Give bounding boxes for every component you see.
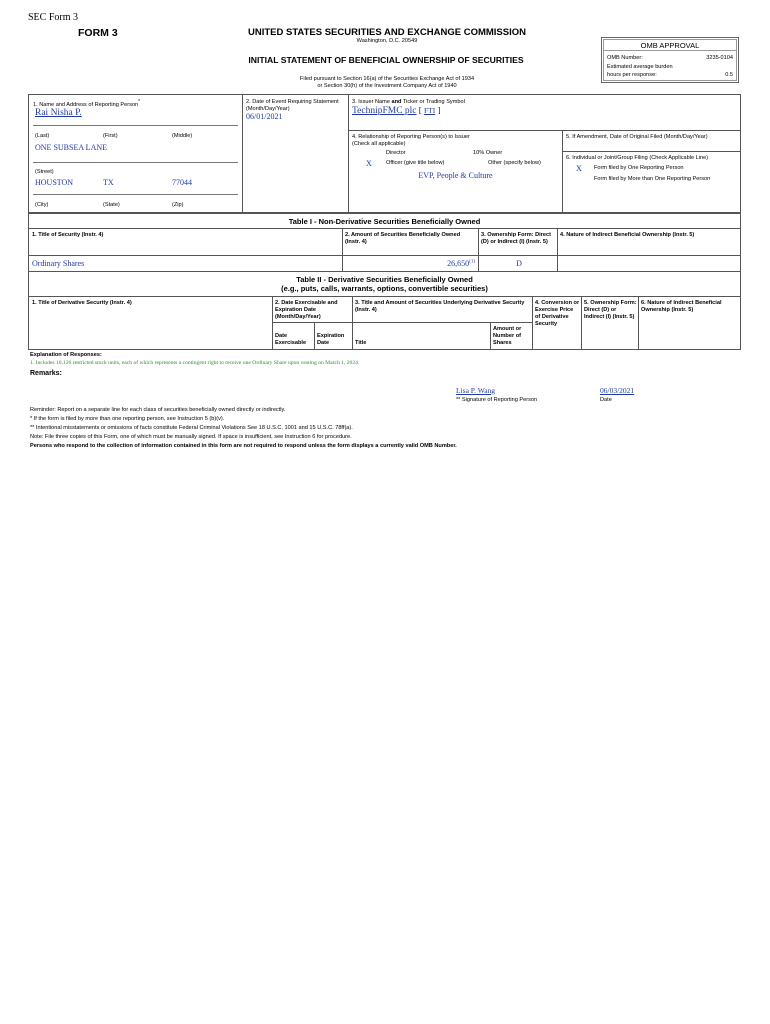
table-row: Ordinary Shares — [32, 259, 85, 268]
table1 — [28, 228, 741, 272]
table2 — [28, 296, 741, 350]
agency-location: Washington, D.C. 20549 — [356, 38, 418, 44]
table1-col1-header: 1. Title of Security (Instr. 4) — [32, 232, 104, 238]
filed-pursuant-2: or Section 30(h) of the Investment Company Act of 1940 — [317, 83, 457, 89]
table2-col4-header: 4. Conversion or Exercise Price of Derivative Security — [535, 300, 580, 327]
officer-option[interactable]: Officer (give title below) — [386, 160, 445, 166]
table2-date-exercisable-header: Date Exercisable — [275, 333, 307, 346]
omb-burden-label: Estimated average burden — [607, 64, 673, 70]
relationship-sublabel: (Check all applicable) — [352, 141, 406, 147]
relationship-box — [348, 130, 563, 213]
footer-copies-note: Note: File three copies of this Form, one of which must be manually signed. If space is insufficient, see Instruction 6 for procedure. — [30, 434, 352, 440]
table1-form-cell: D — [516, 259, 522, 268]
signature-date-label: Date — [600, 397, 612, 403]
omb-number-value: 3235-0104 — [706, 55, 733, 61]
signature-label: ** Signature of Reporting Person — [456, 397, 538, 403]
agency-title: UNITED STATES SECURITIES AND EXCHANGE COMMISSION — [248, 27, 526, 38]
table2-title-subheader: Title — [355, 340, 367, 346]
zip-label: (Zip) — [172, 202, 184, 208]
remarks-label: Remarks: — [30, 370, 62, 377]
footer-omb-notice: Persons who respond to the collection of information contained in this form are not required to respond unless the form displays a currently valid OMB Number. — [30, 443, 457, 449]
middle-label: (Middle) — [172, 133, 193, 139]
table1-title: Table I - Non-Derivative Securities Beneficially Owned — [288, 217, 481, 226]
reporting-state: TX — [103, 178, 114, 187]
reporting-zip: 77044 — [172, 178, 192, 187]
multiple-reporting-persons-option[interactable]: Form filed by More than One Reporting Person — [594, 176, 711, 182]
filing-type-box — [562, 151, 741, 213]
table2-subtitle: (e.g., puts, calls, warrants, options, convertible securities) — [281, 284, 488, 293]
director-option[interactable]: Director — [386, 150, 406, 156]
table2-col3-header: 3. Title and Amount of Securities Underlying Derivative Security (Instr. 4) — [355, 300, 525, 313]
one-reporting-person-option[interactable]: Form filed by One Reporting Person — [594, 165, 684, 171]
reporting-address: ONE SUBSEA LANE — [35, 143, 108, 152]
issuer-box — [348, 94, 741, 131]
table2-col2-header: 2. Date Exercisable and Expiration Date (Month/Day/Year) — [275, 300, 338, 320]
table1-amount-cell: 26,650$^{(1)}$ — [447, 259, 475, 268]
street-label: (Street) — [35, 169, 54, 175]
omb-hours-value: 0.5 — [725, 72, 733, 78]
explanation-label: Explanation of Responses: — [30, 352, 102, 358]
officer-title: EVP, People & Culture — [418, 171, 493, 180]
table1-col4-header: 4. Nature of Indirect Beneficial Ownership (Instr. 5) — [560, 232, 695, 238]
table2-title-box — [28, 271, 741, 297]
form-title: FORM 3 — [78, 27, 118, 39]
event-date-label: 2. Date of Event Requiring Statement (Month/Day/Year) — [246, 99, 339, 112]
last-label: (Last) — [35, 133, 50, 139]
omb-approval-box — [601, 37, 739, 83]
table2-col1-header: 1. Title of Derivative Security (Instr. 4) — [32, 300, 132, 306]
signature-date-link[interactable]: 06/03/2021 — [600, 386, 635, 395]
filing-type-label: 6. Individual or Joint/Group Filing (Check Applicable Line) — [566, 155, 709, 161]
table2-col5-header: 5. Ownership Form: Direct (D) or Indirect (I) (Instr. 5) — [584, 300, 637, 320]
ten-percent-owner-option[interactable]: 10% Owner — [473, 150, 503, 156]
footer-multiple-persons: * If the form is filed by more than one reporting person, see Instruction 5 (b)(v). — [30, 416, 225, 422]
city-label: (City) — [35, 202, 49, 208]
omb-title: OMB APPROVAL — [604, 40, 736, 51]
table2-title: Table II - Derivative Securities Beneficially Owned — [296, 275, 473, 284]
other-option[interactable]: Other (specify below) — [488, 160, 541, 166]
omb-number-label: OMB Number: — [607, 55, 643, 61]
table2-expiration-date-header: Expiration Date — [317, 333, 345, 346]
table1-col3-header: 3. Ownership Form: Direct (D) or Indirect (I) (Instr. 5) — [481, 232, 551, 245]
sec-form-label: SEC Form 3 — [28, 12, 79, 23]
officer-check-mark: X — [366, 159, 372, 168]
filed-pursuant-1: Filed pursuant to Section 16(a) of the Securities Exchange Act of 1934 — [299, 76, 475, 82]
issuer-label: 3. Issuer Name and Ticker or Trading Symbol — [352, 99, 465, 105]
issuer-name-link[interactable]: TechnipFMC plc — [352, 106, 417, 116]
table1-col2-header: 2. Amount of Securities Beneficially Owned (Instr. 4) — [345, 232, 461, 245]
footer-reminder: Reminder: Report on a separate line for each class of securities beneficially owned directly or indirectly. — [30, 407, 286, 413]
reporting-city: HOUSTON — [35, 178, 74, 187]
issuer-ticker-link[interactable]: FTI — [423, 106, 436, 115]
amendment-box — [562, 130, 741, 152]
event-date-value: 06/01/2021 — [246, 112, 283, 121]
table2-amount-subheader: Amount or Number of Shares — [493, 326, 522, 346]
issuer-name-row: TechnipFMC plc [ FTI ] — [352, 106, 441, 116]
reporting-person-name-link[interactable]: Rai Nisha P. — [35, 108, 82, 118]
footer-misstatements: ** Intentional misstatements or omissions of facts constitute Federal Criminal Violations See 18 U.S.C. 1001 and 15 U.S.C. 78ff(a). — [30, 425, 353, 431]
state-label: (State) — [103, 202, 120, 208]
table2-col6-header: 6. Nature of Indirect Beneficial Ownership (Instr. 5) — [641, 300, 722, 313]
reporting-person-label: 1. Name and Address of Reporting Person* — [33, 99, 141, 108]
statement-title: INITIAL STATEMENT OF BENEFICIAL OWNERSHIP OF SECURITIES — [248, 55, 524, 65]
omb-hours-label: hours per response: — [607, 72, 657, 78]
reporting-person-box — [28, 94, 243, 213]
first-label: (First) — [103, 133, 118, 139]
signature-name-link[interactable]: Lisa P. Wang — [456, 386, 496, 395]
event-date-box — [242, 94, 349, 213]
amendment-label: 5. If Amendment, Date of Original Filed (Month/Day/Year) — [566, 134, 708, 140]
table1-title-box — [28, 213, 741, 229]
relationship-label: 4. Relationship of Reporting Person(s) to Issuer — [352, 134, 470, 140]
footnote-1: 1. Includes 10,126 restricted stock units, each of which represents a contingent right to receive one Ordinary Share upon vesting on March 1, 2024. — [30, 360, 360, 366]
one-person-check-mark: X — [576, 164, 582, 173]
